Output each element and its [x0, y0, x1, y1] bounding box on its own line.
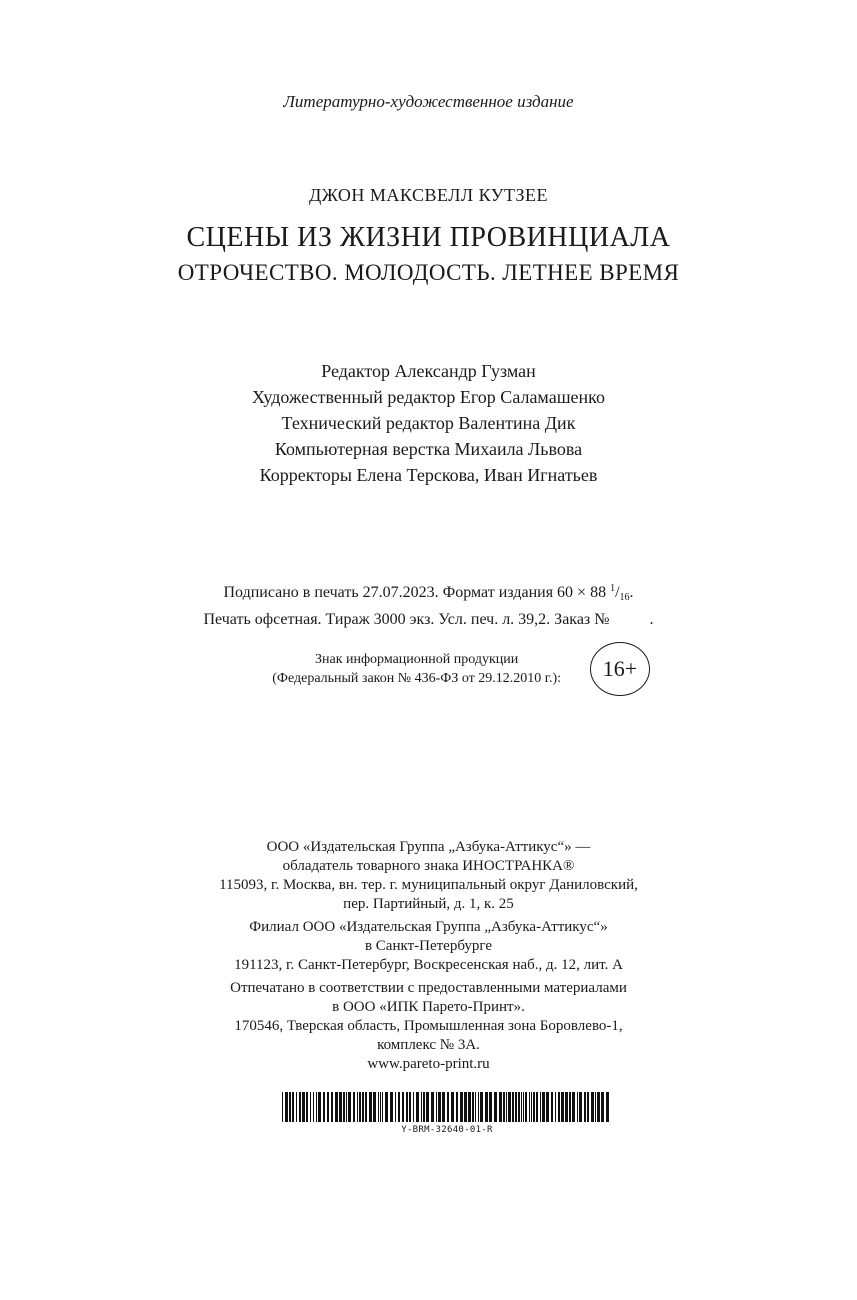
imprint-line-1-text: Подписано в печать 27.07.2023. Формат издания 60 × 88 — [223, 584, 611, 601]
credits-block — [0, 358, 857, 488]
printer-line: 170546, Тверская область, Промышленная зона Боровлево-1, — [234, 1018, 623, 1034]
book-subtitle: ОТРОЧЕСТВО. МОЛОДОСТЬ. ЛЕТНЕЕ ВРЕМЯ — [177, 260, 680, 285]
genre-label: Литературно-художественное издание — [283, 92, 574, 111]
printer-line: комплекс № 3А. — [377, 1037, 480, 1053]
printer-line: в ООО «ИПК Парето-Принт». — [332, 999, 525, 1015]
credit-layout: Компьютерная верстка Михаила Львова — [274, 439, 583, 459]
credit-art-editor: Художественный редактор Егор Саламашенко — [251, 387, 606, 407]
publisher-line: ООО «Издательская Группа „Азбука-Аттикус“» — — [266, 839, 591, 855]
format-fraction-numerator: 1 — [610, 583, 616, 594]
age-rating-label — [272, 650, 561, 688]
age-rating-label-line-2: (Федеральный закон № 436-ФЗ от 29.12.2010 г.): — [272, 671, 561, 686]
branch-line: 191123, г. Санкт-Петербург, Воскресенская наб., д. 12, лит. А — [234, 957, 623, 973]
publisher-line: обладатель товарного знака ИНОСТРАНКА® — [282, 858, 575, 874]
age-rating-block — [0, 642, 857, 698]
printer-website: www.pareto-print.ru — [367, 1056, 490, 1072]
barcode-number: Y-BRM-32640-01-R — [401, 1125, 493, 1135]
branch-line: Филиал ООО «Издательская Группа „Азбука-Аттикус“» — [249, 919, 608, 935]
imprint-block — [0, 578, 857, 631]
credit-proofreaders: Корректоры Елена Терскова, Иван Игнатьев — [259, 465, 598, 485]
format-fraction-denominator: 16 — [619, 592, 630, 603]
branch-line: в Санкт-Петербурге — [364, 938, 493, 954]
credit-tech-editor: Технический редактор Валентина Дик — [281, 413, 576, 433]
book-title: СЦЕНЫ ИЗ ЖИЗНИ ПРОВИНЦИАЛА — [186, 222, 671, 253]
format-fraction-slash: / — [615, 584, 620, 601]
imprint-line-1-end: . — [629, 584, 634, 601]
publisher-block — [0, 838, 857, 1074]
printer-line: Отпечатано в соответствии с предоставленными материалами — [230, 980, 627, 996]
credit-editor: Редактор Александр Гузман — [321, 361, 536, 381]
imprint-line-1 — [0, 578, 857, 609]
age-rating-label-line-1: Знак информационной продукции — [314, 652, 519, 667]
barcode-icon — [282, 1092, 612, 1122]
publisher-line: 115093, г. Москва, вн. тер. г. муниципальный округ Даниловский, — [219, 877, 638, 893]
publisher-line: пер. Партийный, д. 1, к. 25 — [343, 896, 514, 912]
imprint-line-2: Печать офсетная. Тираж 3000 экз. Усл. печ. л. 39,2. Заказ № . — [203, 611, 654, 628]
author-name: ДЖОН МАКСВЕЛЛ КУТЗЕЕ — [308, 185, 549, 205]
age-rating-badge: 16+ — [590, 642, 650, 696]
